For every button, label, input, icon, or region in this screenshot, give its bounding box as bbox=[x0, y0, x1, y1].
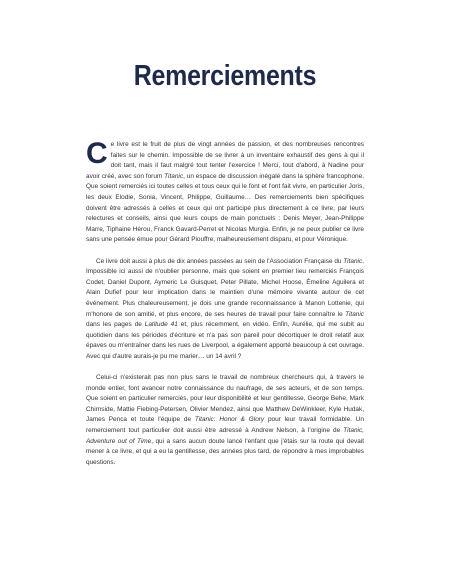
drop-cap: C bbox=[86, 137, 108, 170]
paragraph-1: Ce livre est le fruit de plus de vingt années de passion, et des nombreuses rencontres faites sur le chemin. Impossible de se livrer à un inventaire exhaustif des gens à qui il doit tant, mais il faut malgré tout tenter l'exercice ! Merci, tout d'abord, à Nadine pour avoir créé, avec son forum Titanic, un espace de discussion inégalé dans la sphère francophone. Que soient remerciés ici toutes celles et tous ceux qui le font et l'ont fait vivre, en particulier Joris, les deux Elodie, Sonia, Vincent, Philippe, Guillaume… Des remerciements bien spécifiques doivent être adressés à celles et ceux qui ont participé plus directement à ce livre, par leurs relectures et conseils, ainsi que leurs coups de main ponctuels : Denis Meyer, Jean-Philippe Marre, Tiphaine Hérou, Franck Gavard-Perret et Nicolas Murgia. Enfin, je ne peux publier ce livre sans une pensée émue pour Gérard Piouffre, malheureusement disparu, et pour Véronique. bbox=[86, 137, 364, 244]
paragraph-2: Ce livre doit aussi à plus de dix années passées au sein de l'Association Française du Titanic. Impossible ici aussi de n'oublier personne, mais que soient en premier lieu remerciés François Codet, Daniel Dupont, Aymeric Le Guisquet, Peter Pillate, Michel Hoose, Émeline Aguilera et Alain Dufief pour leur implication dans le maintien d'une mémoire vivante autour de cet événement. Plus chaleureusement, je dois une grande reconnaissance à Manon Lottenie, qui m'honore de son amitié, et plus encore, de ses heures de travail pour faire connaître le Titanic dans les pages de Latitude 41 et, plus récemment, en vidéo. Enfin, Aurélie, qui me subit au quotidien dans les périodes d'écriture et n'a pas son pareil pour décortiquer le droit relatif aux épaves ou m'entraîner dans les rues de Liverpool, a également apporté beaucoup à cet ouvrage. Avec qui d'autre aurais-je pu me marier… un 14 avril ? bbox=[86, 257, 364, 360]
page-title: Remerciements bbox=[133, 60, 317, 92]
body-text bbox=[86, 137, 364, 468]
paragraph-3: Celui-ci n'existerait pas non plus sans le travail de nombreux chercheurs qui, à travers le monde entier, font avancer notre connaissance du naufrage, de ses acteurs, et de son temps. Que soient en particulier remerciés, pour leur disponibilité et leur gentillesse, George Behe, Mark Chirnside, Mattie Fiebing-Petersen, Olivier Mendez, ainsi que Matthew DeWinkleer, Kyle Hudak, James Penca et toute l'équipe de Titanic: Honor & Glory pour leur travail formidable. Un remerciement tout particulier doit aussi être adressé à Andrew Nelson, à l'origine de Titanic, Adventure out of Time, qui a sans aucun doute lancé l'enfant que j'étais sur la route qui devait mener à ce livre, et qui a eu la gentillesse, des années plus tard, de répondre à mes improbables questions. bbox=[86, 374, 364, 466]
